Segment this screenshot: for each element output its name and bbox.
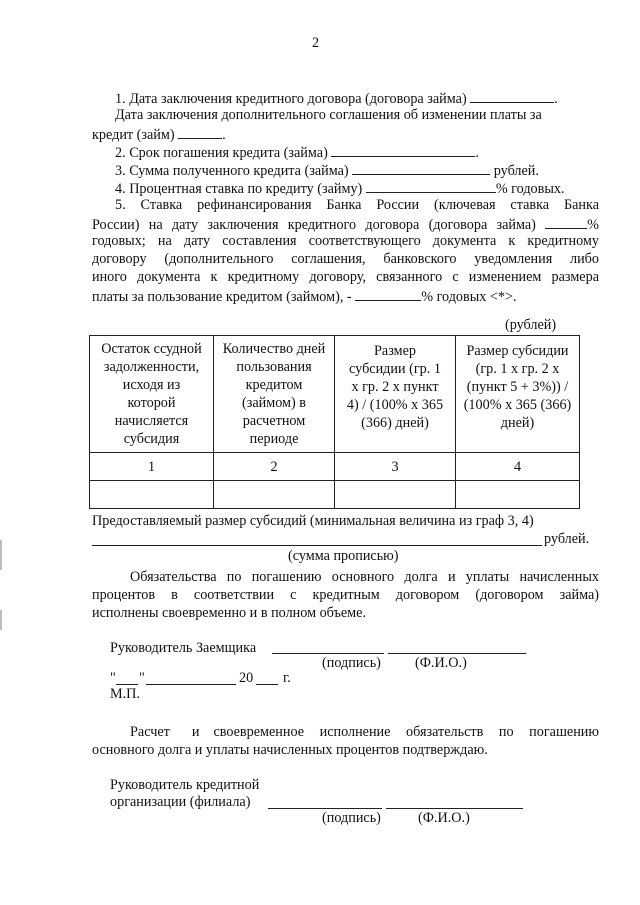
borrower-name-caption: (Ф.И.О.) bbox=[415, 655, 467, 671]
date-year-prefix: 20 bbox=[239, 670, 254, 686]
supplement-date-line1: Дата заключения дополнительного соглашения об изменении платы за bbox=[115, 107, 542, 123]
item-3-end: рублей. bbox=[493, 163, 539, 179]
subsidy-table bbox=[89, 335, 580, 509]
date-year-suffix: г. bbox=[283, 670, 291, 686]
scan-edge-mark bbox=[0, 540, 2, 570]
balance-cell[interactable] bbox=[90, 481, 214, 509]
header-line: субсидии (гр. 1 bbox=[349, 361, 441, 377]
item-5-line6 bbox=[92, 286, 517, 306]
header-line: начисляется bbox=[114, 413, 189, 429]
date-year-field[interactable] bbox=[256, 684, 278, 685]
subsidy-words-field[interactable] bbox=[92, 545, 542, 546]
item-5-line4: договору (дополнительного соглашения, банковского уведомления либо bbox=[92, 251, 599, 267]
item-5-line5: иного документа к кредитному договору, связанного с изменением размера bbox=[92, 269, 599, 285]
confirmation-line1 bbox=[130, 723, 599, 741]
header-line: дней) bbox=[500, 415, 535, 431]
header-line: Размер bbox=[374, 343, 416, 359]
column-number: 1 bbox=[90, 453, 214, 481]
item-5-line1: 5. Ставка рефинансирования Банка России (ключевая ставка Банка bbox=[115, 197, 599, 213]
item-1-end: . bbox=[554, 91, 558, 107]
maturity-field[interactable] bbox=[331, 142, 475, 157]
bank-head-label-line2: организации (филиала) bbox=[110, 794, 251, 810]
header-line: Размер субсидии bbox=[466, 343, 569, 359]
borrower-head-label: Руководитель Заемщика bbox=[110, 640, 257, 656]
header-line: исходя из bbox=[122, 377, 181, 393]
item-1-contract-date bbox=[115, 88, 558, 108]
item-5-line2-text: России) на дату заключения кредитного договора (договора займа) bbox=[92, 217, 536, 233]
item-5-line6-text: платы за пользование кредитом (займом), - bbox=[92, 289, 352, 305]
header-line: х гр. 2 х пункт bbox=[351, 379, 439, 395]
bank-signature-caption: (подпись) bbox=[322, 810, 381, 826]
subsidy-key-rate-cell[interactable] bbox=[335, 481, 456, 509]
item-4-rate bbox=[115, 178, 565, 198]
stamp-label: М.П. bbox=[110, 686, 140, 702]
scan-edge-mark bbox=[0, 610, 2, 630]
item-5-line6-end: % годовых <*>. bbox=[421, 289, 517, 305]
supplement-date-field[interactable] bbox=[178, 124, 222, 139]
item-5-line3: годовых; на дату составления соответствующего документа к кредитному bbox=[92, 233, 599, 249]
item-3-amount bbox=[115, 160, 539, 180]
header-line: (пункт 5 + 3%)) / bbox=[466, 379, 569, 395]
subsidy-currency: рублей. bbox=[544, 531, 590, 547]
item-4-end: % годовых. bbox=[495, 181, 565, 197]
item-5-line2 bbox=[92, 214, 599, 234]
subsidy-amount-line: Предоставляемый размер субсидий (минимальная величина из граф 3, 4) bbox=[92, 513, 534, 529]
header-line: Количество дней bbox=[222, 341, 326, 357]
interest-rate-field[interactable] bbox=[366, 178, 496, 193]
header-line: периоде bbox=[249, 431, 299, 447]
supplement-date-label: кредит (займ) bbox=[92, 127, 175, 143]
contract-date-field[interactable] bbox=[470, 88, 554, 103]
confirmation-line2: основного долга и уплаты начисленных процентов подтверждаю. bbox=[92, 742, 488, 758]
confirmation-word-1: Расчет bbox=[130, 724, 170, 740]
table-value-row bbox=[90, 481, 580, 509]
header-line: 4) / (100% х 365 bbox=[346, 397, 444, 413]
item-2-maturity bbox=[115, 142, 479, 162]
item-1-label: 1. Дата заключения кредитного договора (договора займа) bbox=[115, 91, 467, 107]
page-number: 2 bbox=[312, 35, 320, 51]
bank-name-caption: (Ф.И.О.) bbox=[418, 810, 470, 826]
refinancing-rate-document-field[interactable] bbox=[355, 286, 421, 301]
table-header-row bbox=[90, 336, 580, 453]
subsidy-rate-cell[interactable] bbox=[456, 481, 580, 509]
item-4-label: 4. Процентная ставка по кредиту (займу) bbox=[115, 181, 363, 197]
table-number-row bbox=[90, 453, 580, 481]
column-number: 3 bbox=[335, 453, 456, 481]
confirmation-word-2: и bbox=[191, 724, 200, 740]
header-line: задолженности, bbox=[103, 359, 200, 375]
header-line: пользования bbox=[236, 359, 312, 375]
supplement-date-line2 bbox=[92, 124, 226, 144]
header-line: (366) дней) bbox=[361, 415, 429, 431]
header-line: (гр. 1 х гр. 2 х bbox=[475, 361, 560, 377]
column-number: 2 bbox=[214, 453, 335, 481]
item-2-label: 2. Срок погашения кредита (займа) bbox=[115, 145, 328, 161]
header-col-4 bbox=[456, 336, 580, 453]
supplement-end: . bbox=[222, 127, 226, 143]
date-open-quote: " bbox=[110, 670, 116, 686]
item-3-label: 3. Сумма полученного кредита (займа) bbox=[115, 163, 349, 179]
header-col-2 bbox=[214, 336, 335, 453]
header-line: расчетном bbox=[242, 413, 306, 429]
date-month-field[interactable] bbox=[146, 684, 236, 685]
obligations-line2: процентов в соответствии с кредитным договором (договором займа) bbox=[92, 587, 599, 603]
borrower-signature-caption: (подпись) bbox=[322, 655, 381, 671]
confirmation-rest: своевременное исполнение обязательств по погашению bbox=[213, 724, 599, 740]
header-col-3 bbox=[335, 336, 456, 453]
header-line: кредитом bbox=[245, 377, 303, 393]
header-line: которой bbox=[127, 395, 176, 411]
obligations-line1: Обязательства по погашению основного долга и уплаты начисленных bbox=[130, 569, 599, 585]
column-number: 4 bbox=[456, 453, 580, 481]
header-line: Остаток ссудной bbox=[101, 341, 202, 357]
bank-head-label-line1: Руководитель кредитной bbox=[110, 777, 260, 793]
date-close-quote: " bbox=[139, 670, 145, 686]
header-line: (займом) в bbox=[242, 395, 306, 411]
refinancing-rate-contract-field[interactable] bbox=[545, 214, 587, 229]
item-5-percent: % bbox=[587, 217, 599, 233]
table-unit-label: (рублей) bbox=[505, 317, 557, 333]
item-2-end: . bbox=[475, 145, 479, 161]
days-cell[interactable] bbox=[214, 481, 335, 509]
loan-amount-field[interactable] bbox=[352, 160, 490, 175]
header-line: (100% х 365 (366) bbox=[463, 397, 572, 413]
header-line: субсидия bbox=[123, 431, 180, 447]
header-col-1 bbox=[90, 336, 214, 453]
subsidy-words-caption: (сумма прописью) bbox=[288, 548, 399, 564]
obligations-line3: исполнены своевременно и в полном объеме. bbox=[92, 605, 367, 621]
